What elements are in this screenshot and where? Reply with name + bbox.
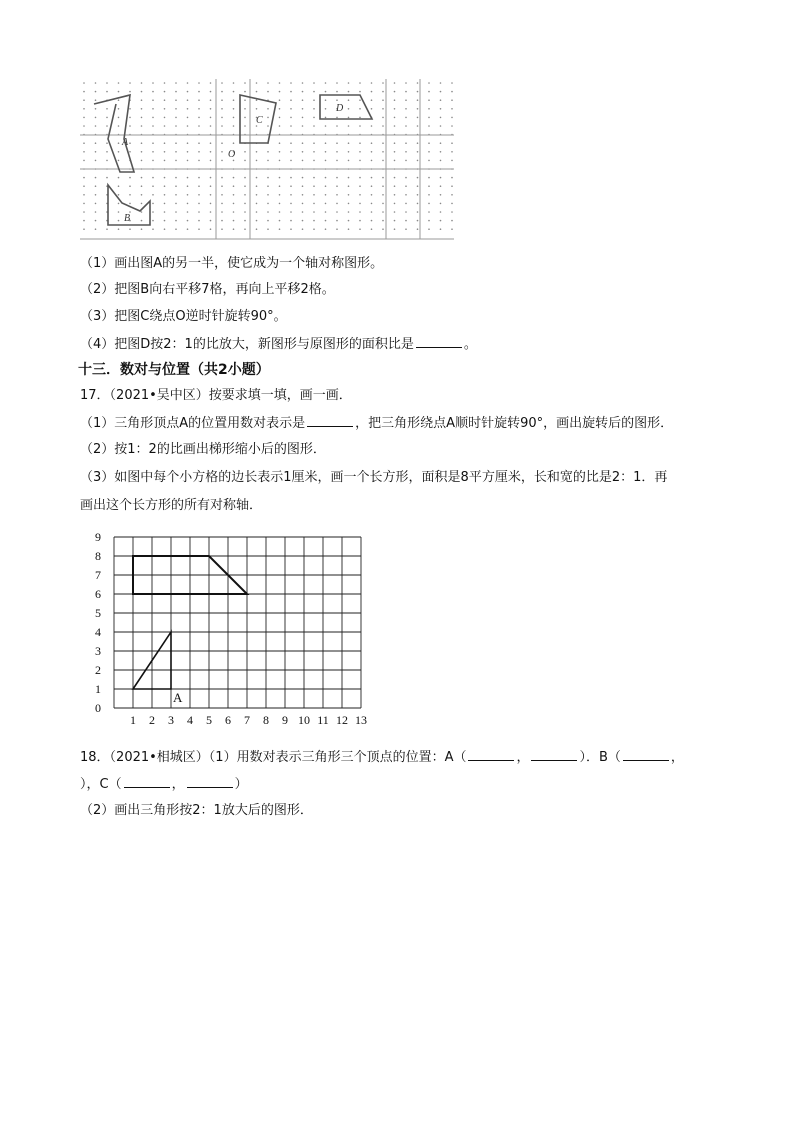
answer-blank[interactable] (416, 335, 462, 348)
point-a-label: A (173, 690, 183, 705)
y-tick-label: 3 (95, 644, 101, 658)
label-c: C (256, 115, 263, 126)
q18-close: ） (234, 777, 248, 792)
coordinate-grid-figure (84, 530, 367, 730)
label-d: D (336, 103, 344, 114)
x-tick-label: 8 (263, 713, 269, 727)
y-tick-label: 2 (95, 663, 101, 677)
y-tick-label: 5 (95, 606, 101, 620)
x-tick-label: 7 (244, 713, 250, 727)
y-tick-label: 4 (95, 625, 101, 639)
answer-blank-a-y[interactable] (531, 748, 577, 761)
shape-d (320, 95, 372, 119)
q18-prefix: 18．（2021•相城区）（1）用数对表示三角形三个顶点的位置：A（ (80, 750, 467, 765)
q17-part1-end: ，把三角形绕点A顺时针旋转90°，画出旋转后的图形． (355, 416, 674, 431)
x-tick-label: 12 (336, 713, 348, 727)
x-tick-label: 11 (317, 713, 329, 727)
x-tick-label: 1 (130, 713, 136, 727)
grid-tick-labels (95, 530, 367, 727)
comma: ， (670, 750, 684, 765)
y-tick-label: 7 (95, 568, 101, 582)
grid-dividers (80, 79, 454, 239)
q18-c-open: ），C（ (80, 777, 122, 792)
label-o: O (228, 149, 236, 160)
x-tick-label: 2 (149, 713, 155, 727)
x-tick-label: 13 (355, 713, 367, 727)
grid-lines (114, 537, 361, 708)
q16-part2: （2）把图B向右平移7格，再向上平移2格。 (80, 282, 335, 297)
q18-line2 (80, 775, 248, 794)
x-tick-label: 5 (206, 713, 212, 727)
transformation-figure (80, 79, 454, 241)
q17-part2: （2）按1：2的比画出梯形缩小后的图形． (80, 442, 326, 457)
answer-blank-b-x[interactable] (623, 748, 669, 761)
y-tick-label: 8 (95, 549, 101, 563)
x-tick-label: 10 (298, 713, 310, 727)
q18-line1 (80, 748, 684, 767)
x-tick-label: 4 (187, 713, 193, 727)
x-tick-label: 6 (225, 713, 231, 727)
y-tick-label: 6 (95, 587, 101, 601)
dot-grid (83, 82, 453, 230)
q17-part1 (80, 414, 673, 433)
comma: ， (171, 777, 185, 792)
q16-part4 (80, 335, 477, 354)
y-tick-label: 9 (95, 530, 101, 544)
label-b: B (124, 213, 131, 224)
answer-blank-c-x[interactable] (124, 775, 170, 788)
q17-part3-line2: 画出这个长方形的所有对称轴． (80, 498, 263, 513)
answer-blank-c-y[interactable] (187, 775, 233, 788)
shape-a-half (94, 95, 134, 172)
q17-part1-text: （1）三角形顶点A的位置用数对表示是 (80, 416, 306, 431)
q18-part2: （2）画出三角形按2：1放大后的图形． (80, 803, 313, 818)
y-tick-label: 1 (95, 682, 101, 696)
x-tick-label: 3 (168, 713, 174, 727)
comma: ， (516, 750, 530, 765)
section-heading: 十三．数对与位置（共2小题） (78, 362, 270, 378)
label-a: A (122, 137, 129, 148)
y-tick-label: 0 (95, 701, 101, 715)
q18-b-open: ）．B（ (579, 750, 621, 765)
answer-blank-a-x[interactable] (468, 748, 514, 761)
q17-header: 17．（2021•吴中区）按要求填一填，画一画． (80, 388, 352, 403)
q16-part1: （1）画出图A的另一半，使它成为一个轴对称图形。 (80, 256, 384, 271)
q16-part4-end: 。 (463, 337, 477, 352)
x-tick-label: 9 (282, 713, 288, 727)
q17-part3-line1: （3）如图中每个小方格的边长表示1厘米，画一个长方形，面积是8平方厘米，长和宽的比是2：1．再 (80, 470, 668, 485)
answer-blank[interactable] (307, 414, 353, 427)
q16-part3: （3）把图C绕点O逆时针旋转90°。 (80, 309, 287, 324)
q16-part4-text: （4）把图D按2：1的比放大，新图形与原图形的面积比是 (80, 337, 414, 352)
